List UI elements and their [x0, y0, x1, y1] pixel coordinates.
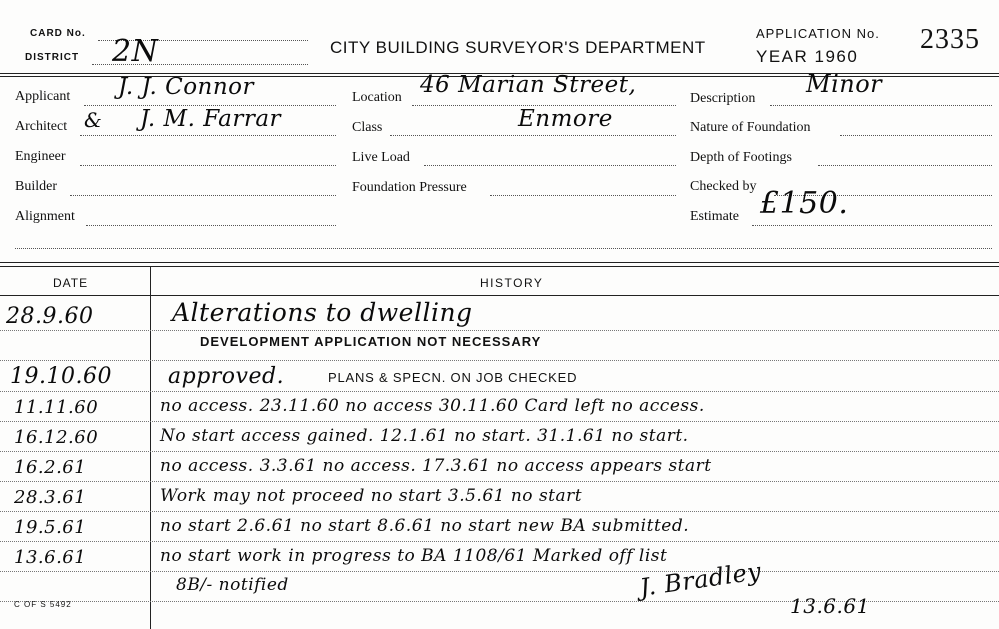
location-label: Location	[352, 90, 402, 105]
estimate-line	[752, 225, 992, 226]
history-rule	[0, 511, 999, 512]
live-load-line	[424, 165, 676, 166]
estimate-value: £150.	[760, 186, 849, 221]
builder-line	[70, 195, 336, 196]
history-entry: no start 2.6.61 no start 8.6.61 no start new BA submitted.	[160, 516, 690, 536]
plans-checked-stamp: PLANS & SPECN. ON JOB CHECKED	[328, 370, 578, 385]
alignment-label: Alignment	[15, 209, 75, 224]
depth-of-footings-label: Depth of Footings	[690, 150, 792, 165]
history-date: 19.10.60	[10, 364, 112, 389]
history-date: 16.2.61	[14, 457, 87, 478]
district-value: 2N	[112, 34, 159, 69]
development-stamp: DEVELOPMENT APPLICATION NOT NECESSARY	[200, 334, 542, 349]
year-label: YEAR 1960	[756, 47, 859, 66]
checked-by-label: Checked by	[690, 179, 757, 194]
applicant-label: Applicant	[15, 89, 71, 104]
history-rule	[0, 451, 999, 452]
live-load-label: Live Load	[352, 150, 410, 165]
history-date: 28.3.61	[14, 487, 87, 508]
foundation-pressure-line	[490, 195, 676, 196]
builder-label: Builder	[15, 179, 57, 194]
applicant-value: J. J. Connor	[118, 74, 255, 100]
history-entry: no start work in progress to BA 1108/61 Marked off list	[160, 546, 668, 566]
table-rule-top	[0, 262, 999, 263]
history-rule	[0, 330, 999, 331]
history-date: 28.9.60	[6, 304, 94, 329]
application-number: 2335	[920, 24, 980, 55]
date-column-divider	[150, 267, 151, 629]
architect-label: Architect	[15, 119, 68, 134]
history-entry: no access. 3.3.61 no access. 17.3.61 no access appears start	[160, 456, 712, 476]
history-rule	[0, 541, 999, 542]
foundation-pressure-label: Foundation Pressure	[352, 180, 467, 195]
nature-of-foundation-label: Nature of Foundation	[690, 120, 811, 135]
estimate-label: Estimate	[690, 209, 739, 224]
class-line	[390, 135, 676, 136]
card-no-label: CARD No.	[30, 28, 86, 39]
history-entry: approved.	[168, 364, 285, 389]
history-rule	[0, 391, 999, 392]
engineer-label: Engineer	[15, 149, 66, 164]
history-date: 13.6.61	[14, 547, 87, 568]
history-column-header: HISTORY	[480, 276, 544, 290]
history-rule	[0, 421, 999, 422]
department-title: CITY BUILDING SURVEYOR'S DEPARTMENT	[330, 38, 706, 57]
date-column-header: DATE	[53, 276, 89, 290]
history-entry: Work may not proceed no start 3.5.61 no start	[160, 486, 583, 506]
description-label: Description	[690, 91, 756, 106]
application-no-label: APPLICATION No.	[756, 26, 880, 41]
description-value: Minor	[806, 70, 883, 98]
location-value: 46 Marian Street,	[420, 72, 637, 98]
depth-of-footings-line	[818, 165, 992, 166]
history-entry: Alterations to dwelling	[172, 298, 473, 327]
signature-date: 13.6.61	[790, 594, 870, 618]
field-block-bottom-line	[15, 248, 992, 249]
history-rule	[0, 360, 999, 361]
district-label: DISTRICT	[25, 52, 80, 63]
history-entry: no access. 23.11.60 no access 30.11.60 Card left no access.	[160, 396, 705, 416]
architect-line	[80, 135, 336, 136]
nature-of-foundation-line	[840, 135, 992, 136]
history-date: 11.11.60	[14, 397, 99, 418]
history-date: 16.12.60	[14, 427, 99, 448]
history-entry: 8B/- notified	[176, 575, 289, 595]
engineer-line	[80, 165, 336, 166]
surveyor-signature: J. Bradley	[638, 557, 763, 602]
description-line	[770, 105, 992, 106]
form-code: C OF S 5492	[14, 600, 72, 609]
class-value: Enmore	[518, 106, 613, 132]
history-date: 19.5.61	[14, 517, 87, 538]
history-rule	[0, 571, 999, 572]
history-rule	[0, 481, 999, 482]
architect-value: J. M. Farrar	[140, 106, 282, 132]
alignment-line	[86, 225, 336, 226]
history-entry: No start access gained. 12.1.61 no start. 31.1.61 no start.	[160, 426, 689, 446]
architect-prefix: &	[84, 108, 103, 132]
class-label: Class	[352, 120, 383, 135]
